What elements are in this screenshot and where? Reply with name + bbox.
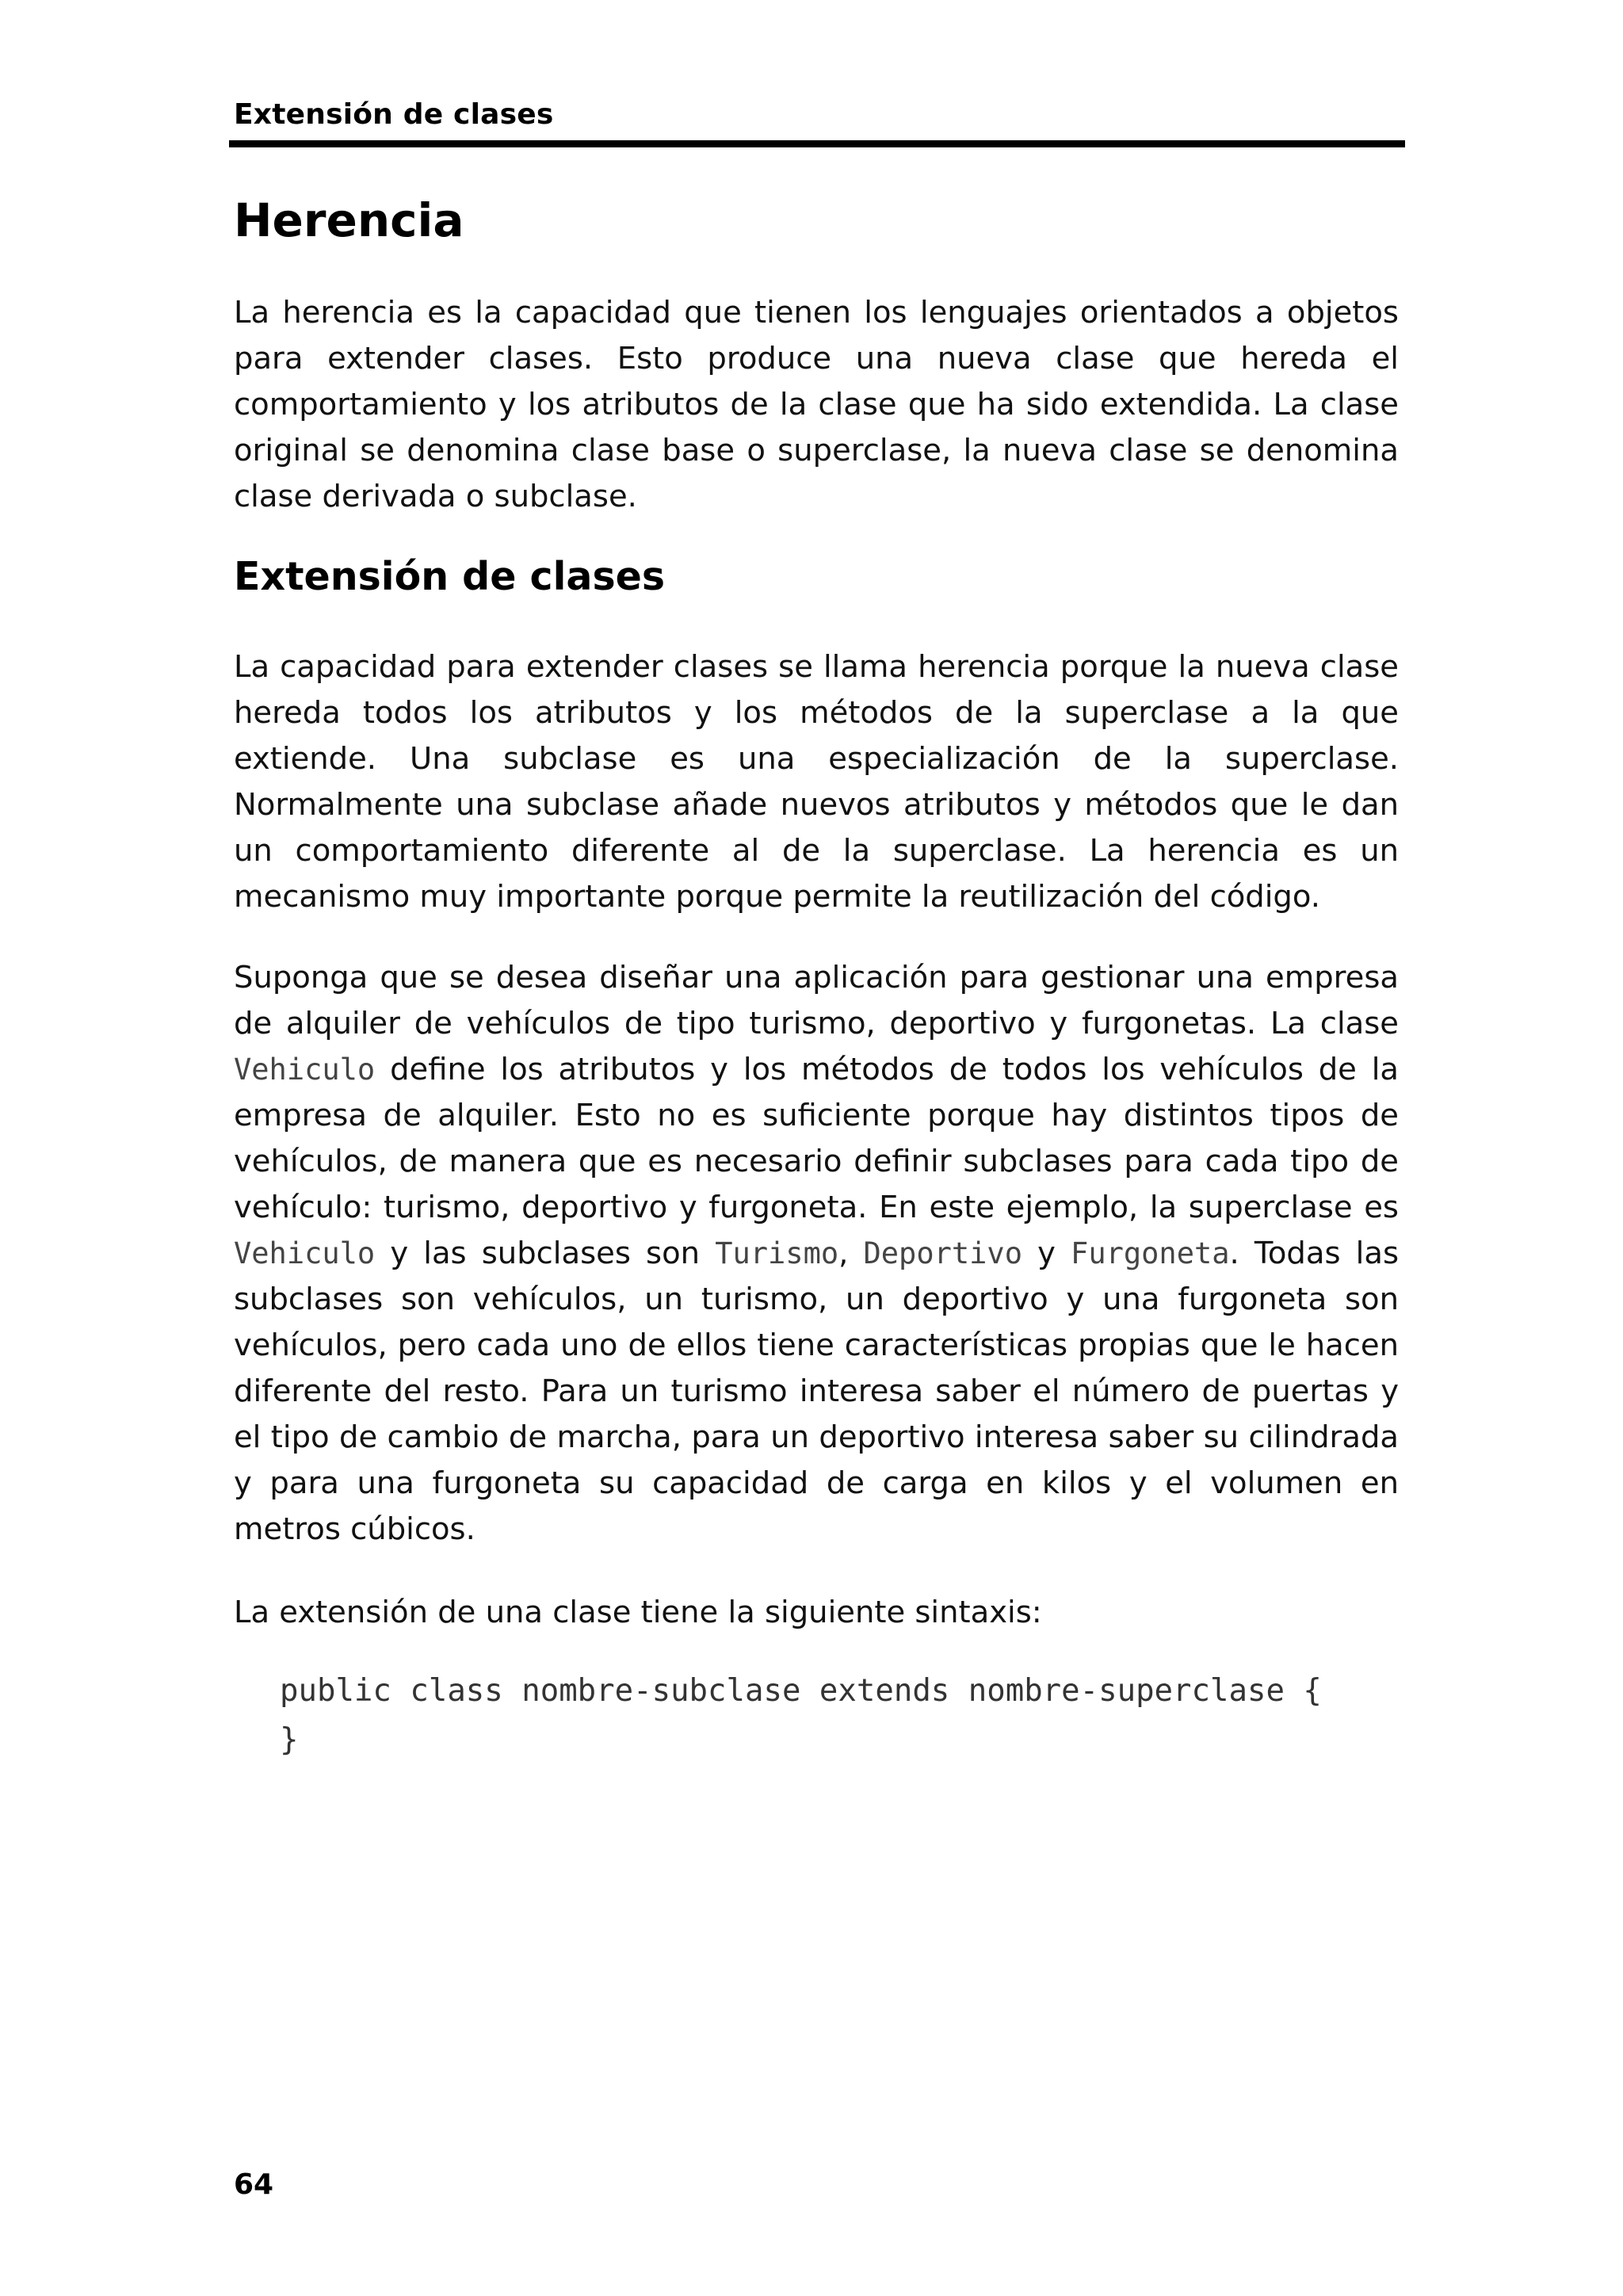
- code-block: [280, 1667, 1322, 1765]
- paragraph-text: y las subclases son: [375, 1236, 716, 1271]
- paragraph-text: y: [1022, 1236, 1071, 1271]
- section-paragraph-2: [234, 955, 1399, 1553]
- inline-code-furgoneta: Furgoneta: [1071, 1236, 1230, 1270]
- code-line: }: [280, 1722, 299, 1758]
- document-page: [234, 0, 1405, 2296]
- paragraph-text: define los atributos y los métodos de todos los vehículos de la empresa de alquiler. Esto no es suficiente porque hay distintos tipos de vehículos, de manera que es necesario definir subclases para cada tipo de vehículo: turismo, deportivo y furgoneta. En este ejemplo, la superclase es: [234, 1052, 1399, 1225]
- inline-code-vehiculo: Vehiculo: [234, 1052, 376, 1087]
- section-title: Extensión de clases: [234, 554, 666, 599]
- inline-code-turismo: Turismo: [715, 1236, 839, 1270]
- inline-code-vehiculo: Vehiculo: [234, 1236, 376, 1270]
- paragraph-text: . Todas las subclases son vehículos, un turismo, un deportivo y una furgoneta son vehículos, pero cada uno de ellos tiene características propias que le hacen diferente del resto. Para un turismo interesa saber el número de puertas y el tipo de cambio de marcha, para un deportivo interesa saber su cilindrada y para una furgoneta su capacidad de carga en kilos y el volumen en metros cúbicos.: [234, 1236, 1399, 1547]
- code-line: public class nombre-subclase extends nombre-superclase {: [280, 1673, 1322, 1709]
- intro-paragraph: La herencia es la capacidad que tienen los lenguajes orientados a objetos para extender clases. Esto produce una nueva clase que hereda el comportamiento y los atributos de la clase que ha sido extendida. La clase original se denomina clase base o superclase, la nueva clase se denomina clase derivada o subclase.: [234, 295, 1399, 514]
- section-paragraph-1: La capacidad para extender clases se llama herencia porque la nueva clase hereda todos los atributos y los métodos de la superclase a la que extiende. Una subclase es una especialización de la superclase. Normalmente una subclase añade nuevos atributos y métodos que le dan un comportamiento diferente al de la superclase. La herencia es un mecanismo muy importante porque permite la reutilización del código.: [234, 649, 1399, 915]
- header-rule: [229, 140, 1405, 147]
- paragraph-text: Suponga que se desea diseñar una aplicación para gestionar una empresa de alquiler de vehículos de tipo turismo, deportivo y furgonetas. La clase: [234, 960, 1399, 1041]
- running-header: Extensión de clases: [234, 98, 554, 131]
- section-paragraph-3: La extensión de una clase tiene la siguiente sintaxis:: [234, 1595, 1042, 1630]
- page-number: 64: [234, 2168, 274, 2201]
- paragraph-text: ,: [838, 1236, 864, 1271]
- inline-code-deportivo: Deportivo: [863, 1236, 1022, 1270]
- chapter-title: Herencia: [234, 193, 464, 247]
